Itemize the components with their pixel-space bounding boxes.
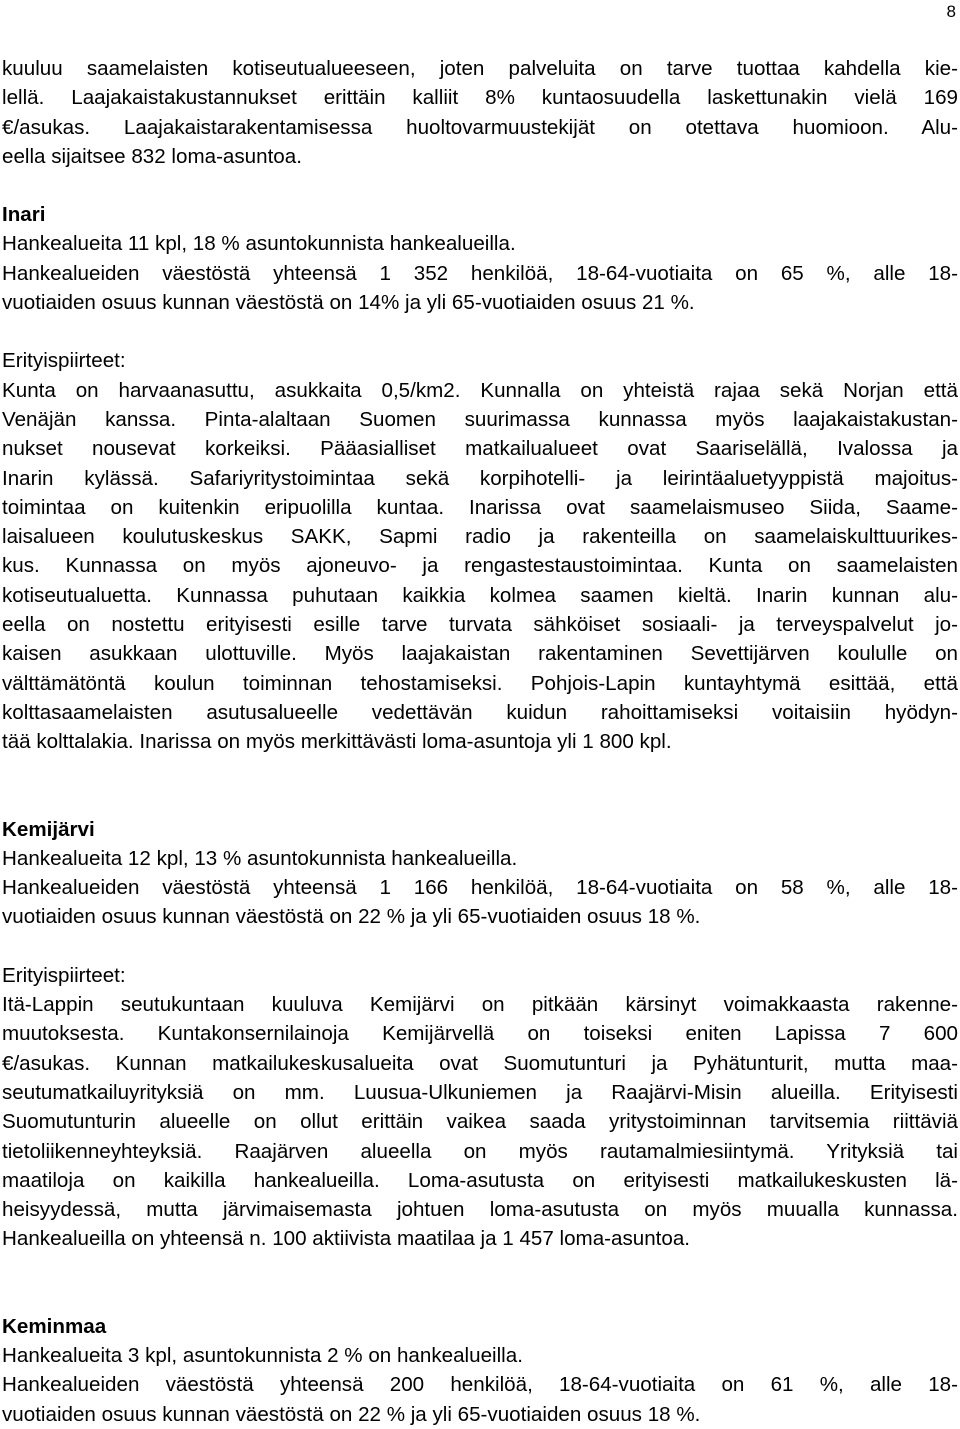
section-heading: Kemijärvi [2,817,95,841]
text-line: Hankealueiden väestöstä yhteensä 1 166 henkilöä, 18-64-vuotiaita on 58 %, alle 18- [2,876,958,900]
text-line: tietoliikenneyhteyksiä. Raajärven alueella on myös rautamalmiesiintymä. Yrityksiä tai [2,1139,958,1163]
text-line: maatiloja on kaikilla hankealueilla. Loma-asutusta on erityisesti matkailukeskusten lä- [2,1168,958,1192]
spacer [2,932,958,961]
spacer [2,317,958,346]
text-line: heisyydessä, mutta järvimaisemasta johtuen loma-asutusta on myös muualla kunnassa. [2,1198,958,1222]
text-line: eella sijaitsee 832 loma-asuntoa. [2,144,302,168]
text-line: lellä. Laajakaistakustannukset erittäin kalliit 8% kuntaosuudella laskettunakin vielä 169 [2,86,958,110]
spacer [2,171,958,200]
section-heading: Inari [2,203,46,227]
spacer [2,757,958,815]
text-line: Hankealueita 12 kpl, 13 % asuntokunnista hankealueilla. [2,846,518,870]
text-line: vuotiaiden osuus kunnan väestöstä on 22 % ja yli 65-vuotiaiden osuus 18 %. [2,905,701,929]
text-line: tää kolttalakia. Inarissa on myös merkittävästi loma-asuntoja yli 1 800 kpl. [2,730,672,754]
text-line: kolttasaamelaisten asutusalueelle vedettävän kuidun rahoittamiseksi voitaisiin hyödyn- [2,700,958,724]
text-line: muutoksesta. Kuntakonsernilainoja Kemijärvellä on toiseksi eniten Lapissa 7 600 [2,1022,958,1046]
text-line: kus. Kunnassa on myös ajoneuvo- ja rengastestaustoimintaa. Kunta on saamelaisten [2,554,958,578]
text-line: Hankealueita 3 kpl, asuntokunnista 2 % on hankealueilla. [2,1343,523,1367]
text-line: kuuluu saamelaisten kotiseutualueeseen, joten palveluita on tarve tuottaa kahdella kie- [2,57,958,80]
document-body [2,54,958,1429]
section-keminmaa [2,1312,958,1429]
section-kemijarvi [2,815,958,1254]
text-line: kaisen asukkaan ulottuville. Myös laajakaistan rakentaminen Sevettijärven koululle on [2,642,958,666]
text-line: Itä-Lappin seutukuntaan kuuluva Kemijärvi on pitkään kärsinyt voimakkaasta rakenne- [2,993,958,1017]
text-line: Hankealueita 11 kpl, 18 % asuntokunnista hankealueilla. [2,232,516,256]
page-number: 8 [946,2,956,21]
features-label: Erityispiirteet: [2,349,126,373]
text-line: €/asukas. Kunnan matkailukeskusalueita ovat Suomutunturi ja Pyhätunturit, mutta maa- [2,1051,958,1075]
text-line: vuotiaiden osuus kunnan väestöstä on 14% ja yli 65-vuotiaiden osuus 21 %. [2,291,695,315]
features-label: Erityispiirteet: [2,963,126,987]
text-line: Hankealueiden väestöstä yhteensä 1 352 henkilöä, 18-64-vuotiaita on 65 %, alle 18- [2,261,958,285]
text-line: Suomutunturin alueelle on ollut erittäin vaikea saada yritystoiminnan tarvitsemia riittäviä [2,1110,958,1134]
text-line: kotiseutualuetta. Kunnassa puhutaan kaikkia kolmea saamen kieltä. Inarin kunnan alu- [2,583,958,607]
text-line: välttämätöntä koulun toiminnan tehostamiseksi. Pohjois-Lapin kuntayhtymä esittää, että [2,671,958,695]
section-inari [2,200,958,756]
text-line: seutumatkailuyrityksiä on mm. Luusua-Ulkuniemen ja Raajärvi-Misin alueilla. Erityisesti [2,1080,958,1104]
intro-paragraph [2,54,958,171]
spacer [2,1254,958,1312]
text-line: nukset nousevat korkeiksi. Pääasialliset matkailualueet ovat Saariselällä, Ivalossa ja [2,437,958,461]
text-line: Venäjän kanssa. Pinta-alaltaan Suomen suurimassa kunnassa myös laajakaistakustan- [2,407,958,431]
text-line: €/asukas. Laajakaistarakentamisessa huoltovarmuustekijät on otettava huomioon. Alu- [2,115,958,139]
text-line: toimintaa on kuitenkin eripuolilla kuntaa. Inarissa ovat saamelaismuseo Siida, Saame- [2,495,958,519]
text-line: laisalueen koulutuskeskus SAKK, Sapmi radio ja rakenteilla on saamelaiskulttuurikes- [2,525,958,549]
text-line: Kunta on harvaanasuttu, asukkaita 0,5/km2. Kunnalla on yhteistä rajaa sekä Norjan että [2,378,958,402]
text-line: Hankealueiden väestöstä yhteensä 200 henkilöä, 18-64-vuotiaita on 61 %, alle 18- [2,1373,958,1397]
text-line: vuotiaiden osuus kunnan väestöstä on 22 % ja yli 65-vuotiaiden osuus 18 %. [2,1402,701,1426]
text-line: eella on nostettu erityisesti esille tarve turvata sähköiset sosiaali- ja terveyspalvelut jo- [2,613,958,637]
section-heading: Keminmaa [2,1314,107,1338]
text-line: Hankealueilla on yhteensä n. 100 aktiivista maatilaa ja 1 457 loma-asuntoa. [2,1227,691,1251]
text-line: Inarin kylässä. Safariyritystoimintaa sekä korpihotelli- ja leirintäaluetyyppistä majoitus- [2,466,958,490]
